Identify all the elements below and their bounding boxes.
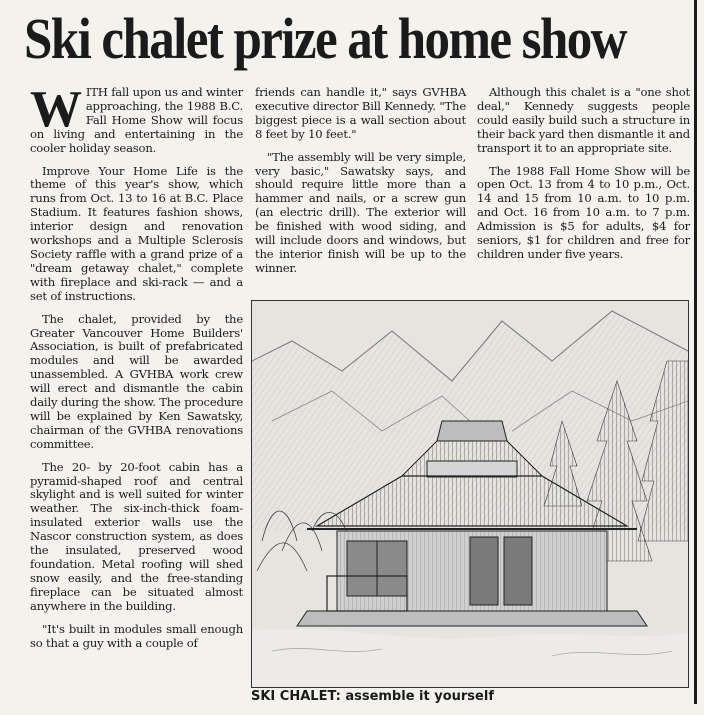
column-rule	[694, 0, 697, 704]
article-paragraph: Although this chalet is a "one shot deal," Kennedy suggests people could easily build such a structure in their back yard then dismantle it and transport it to an appropriate site.	[477, 85, 690, 155]
headline: Ski chalet prize at home show	[24, 6, 626, 71]
article-paragraph	[30, 81, 243, 156]
paragraph-text: ITH fall upon us and winter approaching, the 1988 B.C. Fall Home Show will focus on living and entertaining in the cooler holiday season.	[30, 85, 243, 155]
article-paragraph: The 1988 Fall Home Show will be open Oct. 13 from 4 to 10 p.m., Oct. 14 and 15 from 10 a.m. to 10 p.m. and Oct. 16 from 10 a.m. to 7 p.m. Admission is $5 for adults, $4 for seniors, $1 for children and free for children under five years.	[477, 163, 690, 261]
article-paragraph: "The assembly will be very simple, very basic," Sawatsky says, and should require little more than a hammer and nails, or a screw gun (an electric drill). The exterior will be finished with wood siding, and will include doors and windows, but the interior finish will be up to the winner.	[255, 149, 466, 275]
chalet-illustration	[251, 300, 689, 688]
photo-caption: SKI CHALET: assemble it yourself	[251, 689, 494, 704]
drop-cap: W	[30, 81, 82, 138]
article-column-3	[477, 86, 690, 271]
article-paragraph: The chalet, provided by the Greater Vancouver Home Builders' Association, is built of prefabricated modules and will be awarded unassembled. A GVHBA work crew will erect and dismantle the cabin daily during the show. The procedure will be explained by Ken Sawatsky, chairman of the GVHBA renovations committee.	[30, 311, 243, 451]
article-paragraph: friends can handle it," says GVHBA executive director Bill Kennedy. "The biggest piece is a wall section about 8 feet by 10 feet."	[255, 85, 466, 141]
article-paragraph: Improve Your Home Life is the theme of this year's show, which runs from Oct. 13 to 16 at B.C. Place Stadium. It features fashion shows, interior design and renovation workshops and a Multiple Sclerosis Society raffle with a grand prize of a "dream getaway chalet," complete with fireplace and ski-rack — and a set of instructions.	[30, 163, 243, 303]
chalet-drawing	[252, 301, 688, 687]
article-paragraph: "It's built in modules small enough so that a guy with a couple of	[30, 621, 243, 650]
article-column-1	[30, 81, 243, 650]
article-column-2	[255, 86, 466, 285]
article-paragraph: The 20- by 20-foot cabin has a pyramid-shaped roof and central skylight and is well suited for winter weather. The six-inch-thick foam-insulated exterior walls use the Nascor construction system, as does the insulated, preserved wood foundation. Metal roofing will shed snow easily, and the free-standing fireplace can be situated almost anywhere in the building.	[30, 459, 243, 613]
